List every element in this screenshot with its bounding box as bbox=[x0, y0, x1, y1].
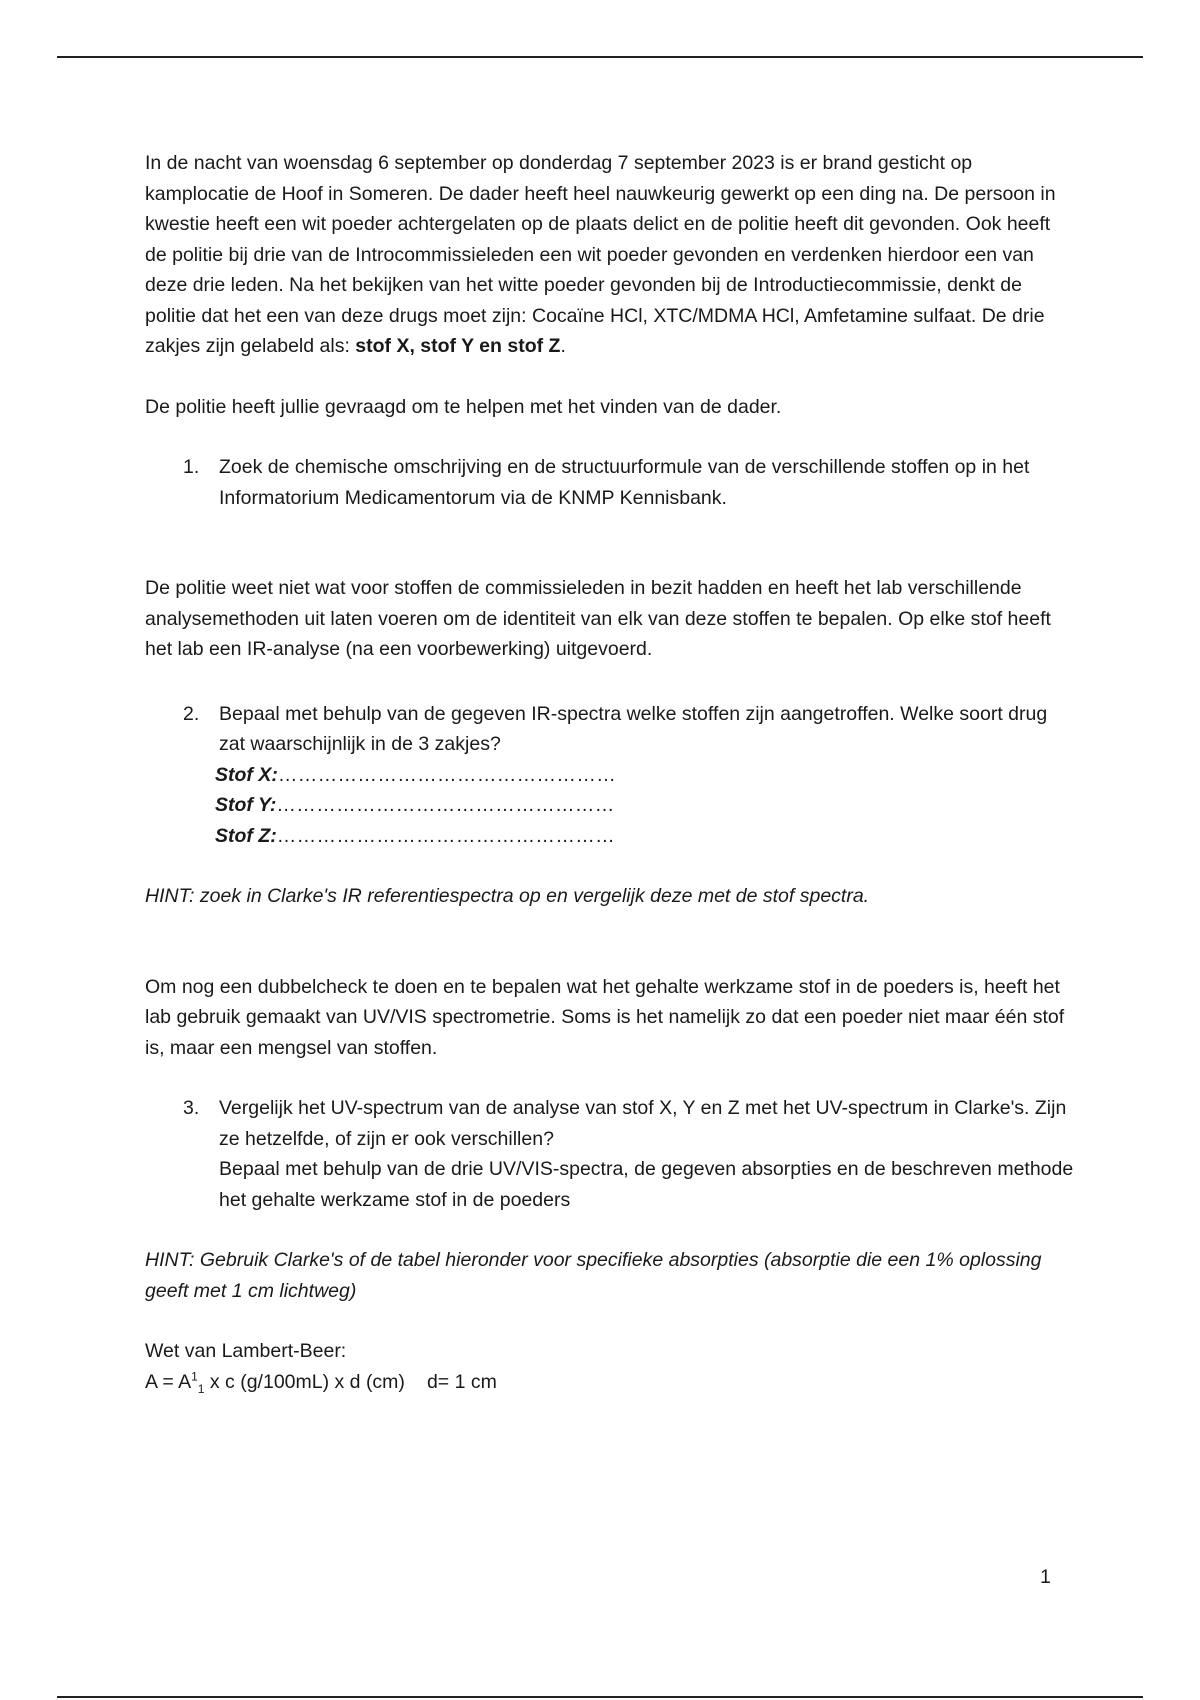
intro-paragraph: In de nacht van woensdag 6 september op donderdag 7 september 2023 is er brand gesticht op kamplocatie de Hoof in Someren. De dader heeft heel nauwkeurig gewerkt op een ding na. De persoon in kwestie heeft een wit poeder achtergelaten op de plaats delict en de politie heeft dit gevonden. Ook heeft de politie bij drie van de Introcommissieleden een wit poeder gevonden en verdenken hierdoor een van deze drie leden. Na het bekijken van het witte poeder gevonden bij de Introductiecommissie, denkt de politie dat het een van deze drugs moet zijn: Cocaïne HCl, XTC/MDMA HCl, Amfetamine sulfaat. De drie zakjes zijn gelabeld als: stof X, stof Y en stof Z. bbox=[145, 152, 1056, 357]
lab-paragraph: De politie weet niet wat voor stoffen de commissieleden in bezit hadden en heeft het lab verschillende analysemethoden uit laten voeren om de identiteit van elk van deze stoffen te bepalen. Op elke stof heeft het lab een IR-analyse (na een voorbewerking) uitgevoerd. bbox=[145, 577, 1051, 660]
hint-ir: HINT: zoek in Clarke's IR referentiespectra op en vergelijk deze met de stof spectra. bbox=[145, 885, 870, 907]
question-text: Vergelijk het UV-spectrum van de analyse van stof X, Y en Z met het UV-spectrum in Clarke's. Zijn ze hetzelfde, of zijn er ook verschillen? bbox=[219, 1097, 1067, 1150]
question-1 bbox=[145, 452, 1075, 513]
footer-rule bbox=[57, 1696, 1143, 1698]
answer-line-y[interactable]: Stof Y:…………………………………………… bbox=[215, 794, 615, 816]
answer-line-z[interactable]: Stof Z:…………………………………………… bbox=[215, 824, 616, 847]
uv-paragraph: Om nog een dubbelcheck te doen en te bepalen wat het gehalte werkzame stof in de poeders is, heeft het lab gebruik gemaakt van UV/VIS spectrometrie. Soms is het namelijk zo dat een poeder niet maar één stof is, maar een mengsel van stoffen. bbox=[145, 975, 1065, 1059]
question-number: 1. bbox=[183, 456, 200, 478]
question-text: Zoek de chemische omschrijving en de structuurformule van de verschillende stoffen op in het Informatorium Medicamentorum via de KNMP Kennisbank. bbox=[219, 456, 1030, 509]
question-number: 3. bbox=[183, 1097, 200, 1119]
header-rule bbox=[57, 56, 1143, 58]
question-text: Bepaal met behulp van de gegeven IR-spectra welke stoffen zijn aangetroffen. Welke soort drug zat waarschijnlijk in de 3 zakjes? bbox=[219, 702, 1048, 755]
law-formula: $A = A^1_1$ x c (g/100mL) x d (cm) d= 1 cm bbox=[145, 1369, 497, 1396]
document-body bbox=[145, 148, 1075, 1397]
question-number: 2. bbox=[183, 702, 200, 725]
hint-uv: HINT: Gebruik Clarke's of de tabel hieronder voor specifieke absorpties (absorptie die een 1% oplossing geeft met 1 cm lichtweg) bbox=[145, 1249, 1042, 1302]
question-text-2: Bepaal met behulp van de drie UV/VIS-spectra, de gegeven absorpties en de beschreven methode het gehalte werkzame stof in de poeders bbox=[219, 1158, 1074, 1211]
question-3 bbox=[145, 1093, 1075, 1215]
question-2 bbox=[145, 699, 1075, 760]
substance-labels: stof X, stof Y en stof Z bbox=[355, 335, 561, 357]
law-title: Wet van Lambert-Beer: bbox=[145, 1340, 347, 1362]
answer-line-x[interactable]: Stof X:…………………………………………… bbox=[215, 763, 617, 786]
page-number: 1 bbox=[1040, 1566, 1051, 1588]
request-paragraph: De politie heeft jullie gevraagd om te helpen met het vinden van de dader. bbox=[145, 395, 782, 418]
